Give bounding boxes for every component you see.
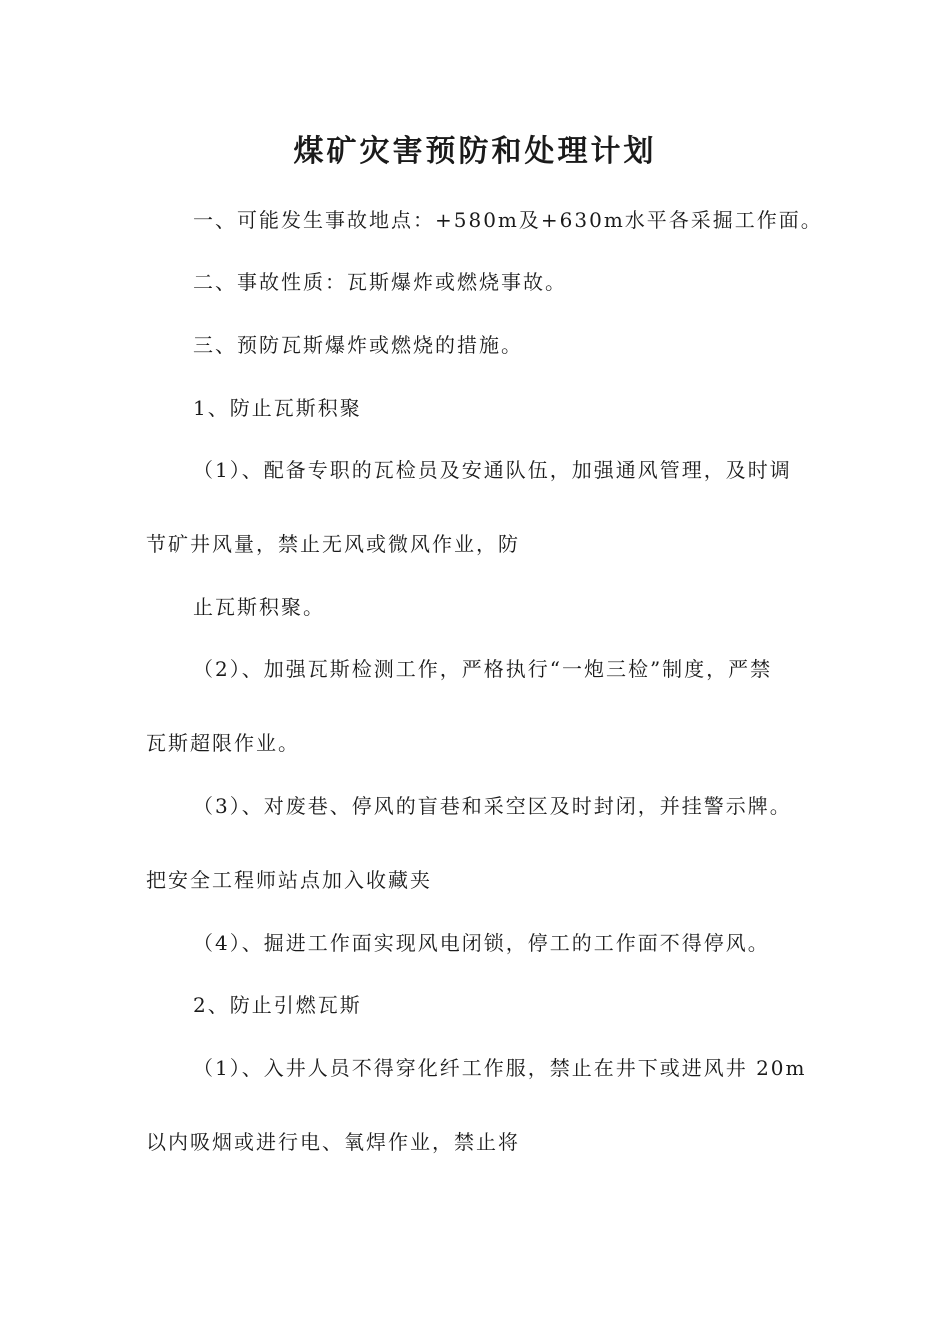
paragraph-line-13: 2、防止引燃瓦斯	[193, 993, 362, 1017]
paragraph-line-5: （1）、配备专职的瓦检员及安通队伍，加强通风管理，及时调	[193, 458, 792, 482]
paragraph-line-6: 节矿井风量，禁止无风或微风作业，防	[146, 532, 520, 556]
paragraph-line-3: 三、预防瓦斯爆炸或燃烧的措施。	[193, 333, 523, 357]
paragraph-line-14: （1）、入井人员不得穿化纤工作服，禁止在井下或进风井 20m	[193, 1056, 807, 1080]
paragraph-line-10: （3）、对废巷、停风的盲巷和采空区及时封闭，并挂警示牌。	[193, 794, 792, 818]
paragraph-line-4: 1、防止瓦斯积聚	[193, 396, 362, 420]
paragraph-line-1: 一、可能发生事故地点：+580m及+630m水平各采掘工作面。	[193, 208, 823, 232]
paragraph-line-2: 二、事故性质：瓦斯爆炸或燃烧事故。	[193, 270, 567, 294]
paragraph-line-12: （4）、掘进工作面实现风电闭锁，停工的工作面不得停风。	[193, 931, 770, 955]
paragraph-line-9: 瓦斯超限作业。	[146, 731, 300, 755]
bookmark-link-line: 把安全工程师站点加入收藏夹	[146, 868, 432, 892]
paragraph-line-8: （2）、加强瓦斯检测工作，严格执行“一炮三检”制度，严禁	[193, 657, 773, 681]
paragraph-line-15: 以内吸烟或进行电、氧焊作业，禁止将	[146, 1130, 520, 1154]
paragraph-line-7: 止瓦斯积聚。	[193, 595, 325, 619]
document-title: 煤矿灾害预防和处理计划	[293, 134, 657, 169]
